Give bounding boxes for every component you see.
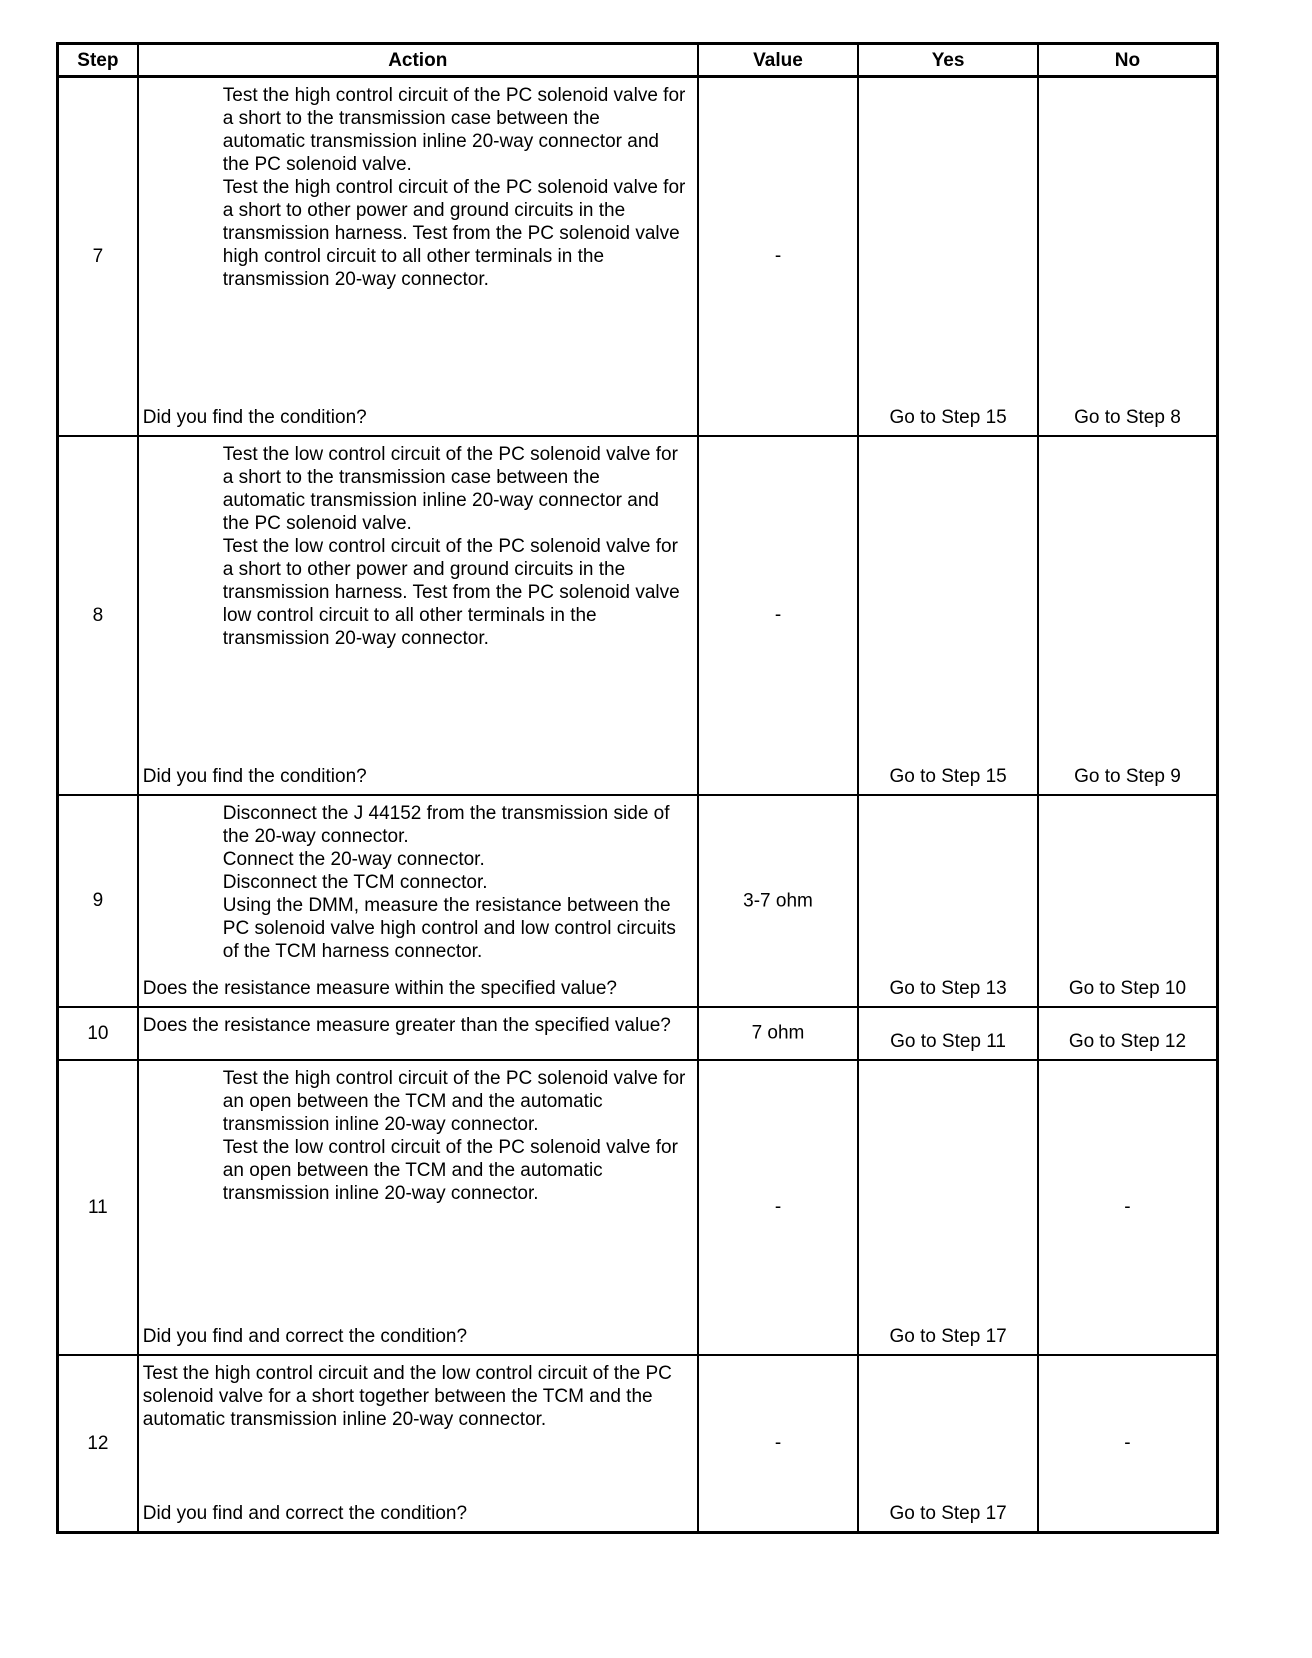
yes-text: Go to Step 15 [889,765,1007,787]
table-row [58,1355,1218,1533]
step-number: 12 [58,1355,138,1533]
question-text: Does the resistance measure greater than the specified value? [142,1014,671,1036]
table-row [58,1060,1218,1355]
value-cell [698,436,859,795]
instruction-text: Test the high control circuit and the low control circuit of the PC solenoid valve for a short together between the TCM and the automatic transmission inline 20-way connector. [142,1362,672,1430]
value-cell [698,795,859,1007]
table-row [58,795,1218,1007]
yes-cell [858,1060,1038,1355]
yes-cell [858,77,1038,436]
yes-text: Go to Step 15 [889,406,1007,428]
instruction-text: Test the high control circuit of the PC solenoid valve for a short to other power and ground circuits in the transmission harness. Test from the PC solenoid valve high control circuit to all other terminals in the transmission 20-way connector. [222,177,686,290]
yes-text: Go to Step 17 [889,1503,1007,1524]
no-text: Go to Step 8 [1074,406,1181,428]
instruction-text: Test the low control circuit of the PC solenoid valve for an open between the TCM and the automatic transmission inline 20-way connector. [222,1136,678,1204]
step-number: 10 [58,1007,138,1060]
action-cell [138,1007,698,1060]
instruction-text: Test the low control circuit of the PC solenoid valve for a short to other power and ground circuits in the transmission harness. Test from the PC solenoid valve low control circuit to all other terminals in the transmission 20-way connector. [222,535,680,649]
value-cell [698,77,859,436]
instruction-text: Disconnect the TCM connector. [222,871,488,893]
header-no: No [1038,44,1218,77]
instructions [223,1067,687,1205]
header-value: Value [698,44,859,77]
table-row [58,1007,1218,1060]
question-text: Did you find and correct the condition? [142,1503,468,1524]
value-cell [698,1060,859,1355]
instructions [143,1362,687,1431]
no-cell [1038,795,1218,1007]
no-text: Go to Step 12 [1068,1030,1187,1052]
value-text: 3-7 ohm [743,890,813,911]
header-row [58,44,1218,77]
action-cell [138,1060,698,1355]
value-cell [698,1355,859,1533]
value-text: - [774,1196,782,1218]
yes-cell [858,1007,1038,1060]
instruction-text: Test the high control circuit of the PC solenoid valve for an open between the TCM and the automatic transmission inline 20-way connector. [222,1067,686,1135]
no-text: - [1124,1432,1131,1454]
header-step: Step [58,44,138,77]
action-cell [138,436,698,795]
value-text: - [774,245,782,267]
instruction-text: Test the low control circuit of the PC solenoid valve for a short to the transmission case between the automatic transmission inline 20-way connector and the PC solenoid valve. [222,443,678,534]
question-text: Did you find the condition? [142,406,367,428]
instructions [223,443,687,650]
question-text: Did you find and correct the condition? [142,1325,468,1347]
question-text: Did you find the condition? [142,765,367,787]
instructions [223,84,687,291]
action-cell [138,77,698,436]
table-row [58,77,1218,436]
value-cell [698,1007,859,1060]
value-text: - [774,604,782,626]
header-yes: Yes [858,44,1038,77]
action-cell [138,1355,698,1533]
step-number: 8 [58,436,138,795]
no-cell [1038,436,1218,795]
yes-cell [858,795,1038,1007]
instruction-text: Using the DMM, measure the resistance between the PC solenoid valve high control and low control circuits of the TCM harness connector. [222,894,676,962]
step-number: 9 [58,795,138,1007]
step-number: 7 [58,77,138,436]
no-text: Go to Step 10 [1068,977,1187,999]
diagnostic-table [56,42,1219,1534]
no-cell [1038,77,1218,436]
step-number: 11 [58,1060,138,1355]
instruction-text: Disconnect the J 44152 from the transmission side of the 20-way connector. [222,802,670,847]
header-action: Action [138,44,698,77]
instructions [223,802,687,963]
no-cell [1038,1060,1218,1355]
yes-text: Go to Step 11 [890,1030,1006,1052]
value-text: - [774,1432,782,1454]
question-text: Does the resistance measure within the specified value? [142,977,617,999]
instruction-text: Test the high control circuit of the PC solenoid valve for a short to the transmission case between the automatic transmission inline 20-way connector and the PC solenoid valve. [222,85,686,175]
yes-cell [858,436,1038,795]
value-text: 7 ohm [751,1022,805,1044]
yes-text: Go to Step 13 [889,977,1007,999]
table-row [58,436,1218,795]
no-cell [1038,1007,1218,1060]
no-cell [1038,1355,1218,1533]
instruction-text: Connect the 20-way connector. [222,848,485,870]
yes-cell [858,1355,1038,1533]
no-text: Go to Step 9 [1074,765,1181,787]
no-text: - [1124,1196,1131,1218]
action-cell [138,795,698,1007]
yes-text: Go to Step 17 [889,1325,1007,1347]
